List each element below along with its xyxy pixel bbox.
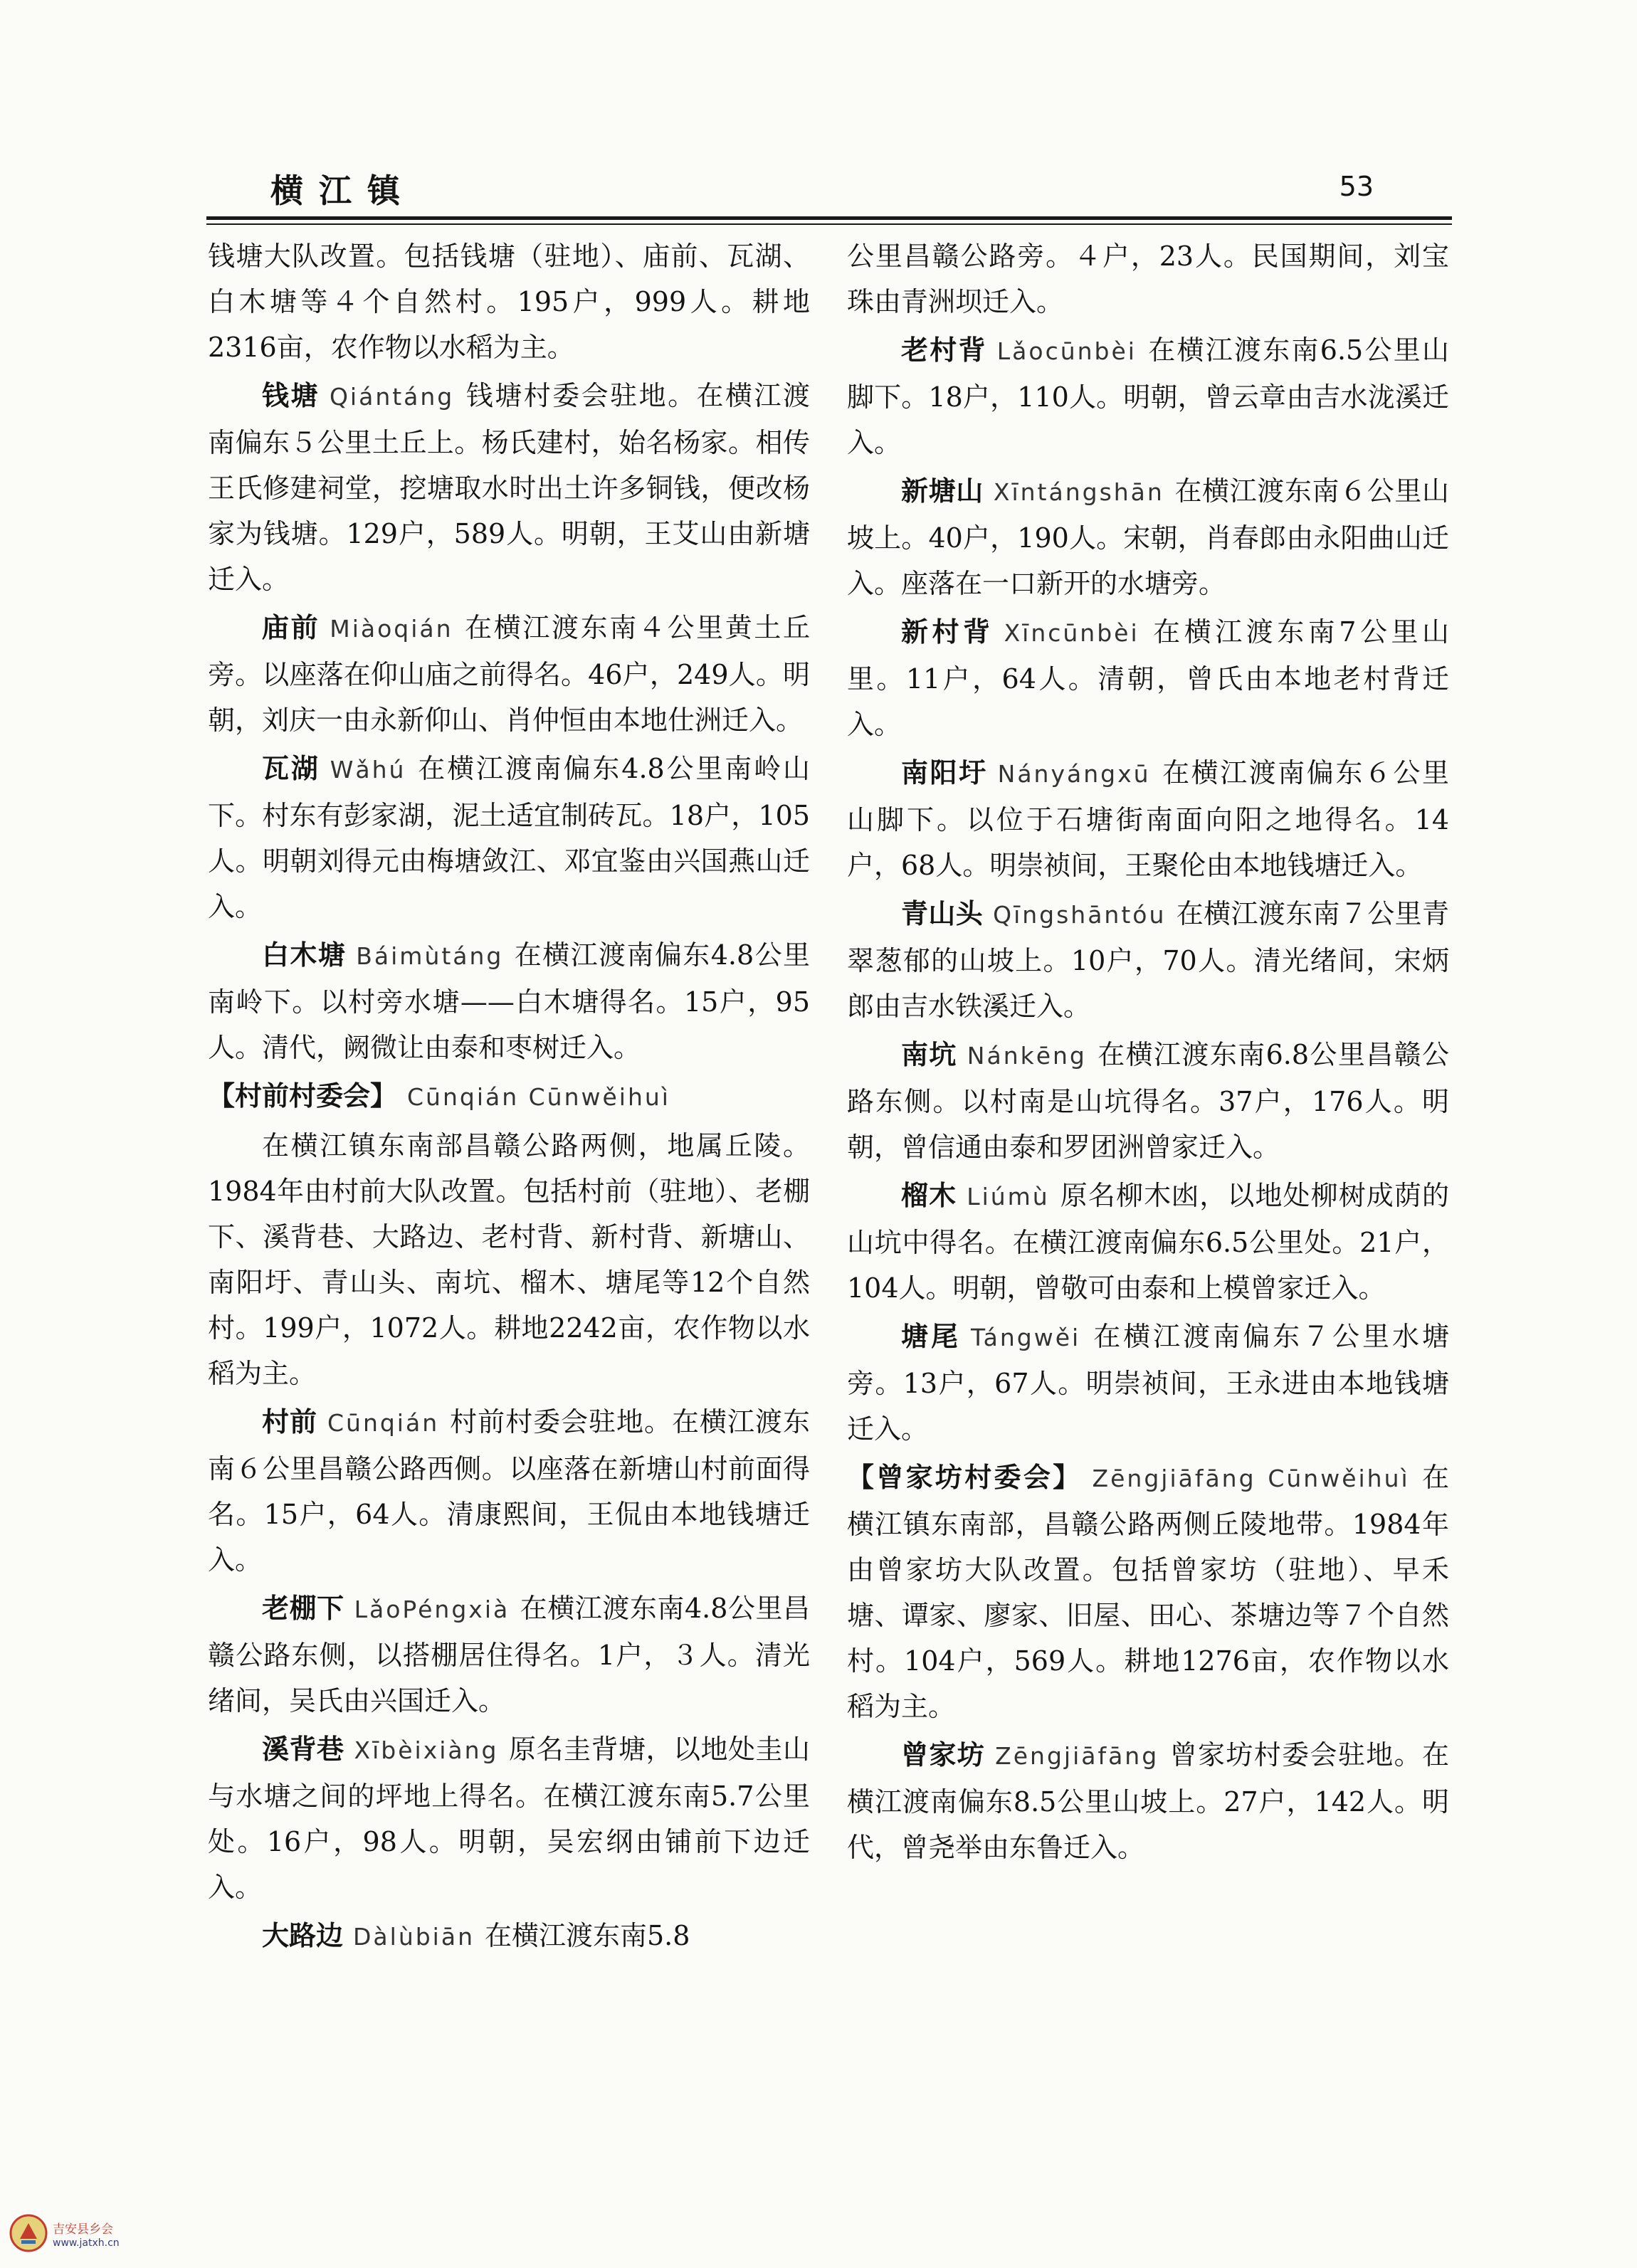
entry-paragraph [208, 1726, 810, 1910]
entry-paragraph [208, 1073, 810, 1120]
entry-text: 在横江渡东南６公里山坡上。40户，190人。宋朝，肖春郎由永阳曲山迁入。座落在一口新开的水塘旁。 [847, 475, 1449, 599]
entry-text: 在横江渡东南6.8公里昌赣公路东侧。以村南是山坑得名。37户，176人。明朝，曾信通由泰和罗团洲曾家迁入。 [847, 1039, 1449, 1163]
place-name: 钱塘 [262, 380, 320, 411]
entry-text: 在横江渡东南6.5公里山脚下。18户，110人。明朝，曾云章由吉水泷溪迁入。 [847, 334, 1449, 458]
entry-paragraph [847, 1173, 1449, 1311]
entry-text: 钱塘村委会驻地。在横江渡南偏东５公里土丘上。杨氏建村，始名杨家。相传王氏修建祠堂，挖塘取水时出土许多铜钱，便改杨家为钱塘。129户，589人。明朝，王艾山由新塘迁入。 [208, 380, 810, 595]
entry-paragraph [847, 1732, 1449, 1870]
entry-text: 在横江渡东南4.8公里昌赣公路东侧，以搭棚居住得名。1户，３人。清光绪间，吴氏由兴国迁入。 [208, 1593, 810, 1716]
place-pinyin: Lǎocūnbèi [996, 337, 1137, 365]
entry-paragraph [208, 746, 810, 929]
place-name: 塘尾 [901, 1321, 961, 1352]
place-name: 村前 [262, 1406, 317, 1438]
place-pinyin: Qiántáng [329, 383, 455, 411]
entry-text: 在横江渡东南７公里青翠葱郁的山坡上。10户，70人。清光绪间，宋炳郎由吉水铁溪迁入。 [847, 898, 1449, 1022]
place-name: 白木塘 [262, 939, 347, 971]
place-name: 新村背 [901, 616, 994, 648]
entry-paragraph [208, 1586, 810, 1724]
place-pinyin: Nányángxū [997, 760, 1151, 788]
entry-paragraph [847, 1314, 1449, 1452]
place-pinyin: Miàoqián [330, 615, 453, 643]
entry-paragraph [208, 1399, 810, 1583]
running-title: 横江镇 [270, 172, 416, 210]
entry-text: 在横江渡南偏东4.8公里南岭下。以村旁水塘——白木塘得名。15户，95人。清代，阙微让由泰和枣树迁入。 [208, 939, 810, 1063]
place-name: 南阳圩 [901, 757, 988, 788]
entry-paragraph [208, 932, 810, 1070]
place-name: 老棚下 [262, 1593, 344, 1624]
entry-paragraph [208, 1913, 810, 1960]
place-pinyin: Dàlùbiān [353, 1923, 475, 1951]
entry-text: 钱塘大队改置。包括钱塘（驻地）、庙前、瓦湖、白木塘等４个自然村。195户，999人。耕地2316亩，农作物以水稻为主。 [208, 241, 810, 363]
entry-text: 在横江渡南偏东７公里水塘旁。13户，67人。明崇祯间，王永进由本地钱塘迁入。 [847, 1321, 1449, 1445]
entry-paragraph [847, 609, 1449, 747]
place-pinyin: Cūnqián [327, 1409, 440, 1437]
page-number: 53 [1339, 171, 1374, 202]
entry-paragraph [847, 750, 1449, 888]
entry-paragraph [847, 891, 1449, 1029]
entry-text: 原名圭背塘，以地处圭山与水塘之间的坪地上得名。在横江渡东南5.7公里处。16户，98人。明朝，吴宏纲由铺前下边迁入。 [208, 1734, 810, 1903]
place-name: 老村背 [901, 334, 987, 366]
committee-heading: 【村前村委会】 [208, 1080, 398, 1112]
entry-text: 在横江渡东南5.8 [485, 1920, 690, 1951]
watermark-url: www.jatxh.cn [53, 2237, 120, 2249]
header-rule [206, 216, 1452, 220]
place-name: 南坑 [901, 1039, 957, 1070]
place-name: 大路边 [262, 1920, 344, 1951]
place-pinyin: Liúmù [967, 1183, 1050, 1211]
watermark-logo-icon [9, 2213, 48, 2253]
left-column [208, 233, 810, 1963]
entry-paragraph [847, 1455, 1449, 1729]
place-name: 榴木 [901, 1180, 957, 1211]
entry-paragraph [208, 373, 810, 602]
entry-text: 曾家坊村委会驻地。在横江渡南偏东8.5公里山坡上。27户，142人。明代，曾尧举由东鲁迁入。 [847, 1739, 1449, 1863]
entry-text: 在横江镇东南部昌赣公路两侧，地属丘陵。1984年由村前大队改置。包括村前（驻地）、老棚下、溪背巷、大路边、老村背、新村背、新塘山、南阳圩、青山头、南坑、榴木、塘尾等12个自然村。199户，1072人。耕地2242亩，农作物以水稻为主。 [208, 1130, 810, 1389]
place-name: 新塘山 [901, 475, 984, 507]
page-header [214, 165, 1423, 215]
entry-paragraph [847, 1032, 1449, 1170]
entry-text: 原名柳木凼，以地处柳树成荫的山坑中得名。在横江渡南偏东6.5公里处。21户，104人。明朝，曾敬可由泰和上模曾家迁入。 [847, 1180, 1449, 1304]
place-pinyin: Xīncūnbèi [1004, 619, 1139, 647]
place-pinyin: Zēngjiāfāng [995, 1742, 1159, 1770]
entry-text: 在横江渡东南４公里黄土丘旁。以座落在仰山庙之前得名。46户，249人。明朝，刘庆一由永新仰山、肖仲恒由本地仕洲迁入。 [208, 612, 810, 736]
entry-text: 在横江渡东南7公里山里。11户，64人。清朝，曾氏由本地老村背迁入。 [847, 616, 1449, 740]
entry-paragraph [847, 233, 1449, 325]
place-pinyin: Xīntángshān [993, 478, 1164, 506]
entry-paragraph [208, 605, 810, 743]
place-name: 庙前 [262, 612, 320, 643]
place-pinyin: LǎoPéngxià [354, 1595, 510, 1623]
entry-paragraph [208, 233, 810, 370]
entry-paragraph [208, 1123, 810, 1396]
entry-text: 在横江镇东南部，昌赣公路两侧丘陵地带。1984年由曾家坊大队改置。包括曾家坊（驻地）、早禾塘、谭家、廖家、旧屋、田心、茶塘边等７个自然村。104户，569人。耕地1276亩，农作物以水稻为主。 [847, 1462, 1449, 1722]
place-pinyin: Zēngjiāfāng Cūnwěihuì [1092, 1465, 1410, 1492]
place-pinyin: Nánkēng [967, 1042, 1087, 1070]
committee-heading: 【曾家坊村委会】 [847, 1462, 1083, 1493]
right-column [847, 233, 1449, 1873]
watermark-text: 吉安县乡会 [53, 2222, 113, 2237]
entry-paragraph [847, 327, 1449, 465]
place-pinyin: Tángwěi [970, 1324, 1081, 1351]
place-name: 青山头 [901, 898, 984, 929]
entry-text: 在横江渡南偏东６公里山脚下。以位于石塘街南面向阳之地得名。14户，68人。明崇祯间，王聚伦由本地钱塘迁入。 [847, 757, 1449, 881]
place-pinyin: Xībèixiàng [354, 1736, 499, 1764]
entry-text: 村前村委会驻地。在横江渡东南６公里昌赣公路西侧。以座落在新塘山村前面得名。15户，64人。清康熙间，王侃由本地钱塘迁入。 [208, 1406, 810, 1576]
place-name: 溪背巷 [262, 1734, 344, 1765]
entry-text: 在横江渡南偏东4.8公里南岭山下。村东有彭家湖，泥土适宜制砖瓦。18户，105人。明朝刘得元由梅塘敛江、邓宜鉴由兴国燕山迁入。 [208, 753, 810, 922]
place-pinyin: Qīngshāntóu [993, 901, 1167, 929]
entry-paragraph [847, 468, 1449, 606]
place-name: 曾家坊 [901, 1739, 986, 1771]
entry-text: 公里昌赣公路旁。４户，23人。民国期间，刘宝珠由青洲坝迁入。 [847, 241, 1449, 317]
header-rule-thin [206, 223, 1452, 225]
place-pinyin: Báimùtáng [356, 942, 504, 970]
place-name: 瓦湖 [262, 753, 320, 784]
watermark [9, 2213, 186, 2257]
place-pinyin: Cūnqián Cūnwěihuì [407, 1083, 670, 1111]
place-pinyin: Wǎhú [330, 756, 406, 784]
